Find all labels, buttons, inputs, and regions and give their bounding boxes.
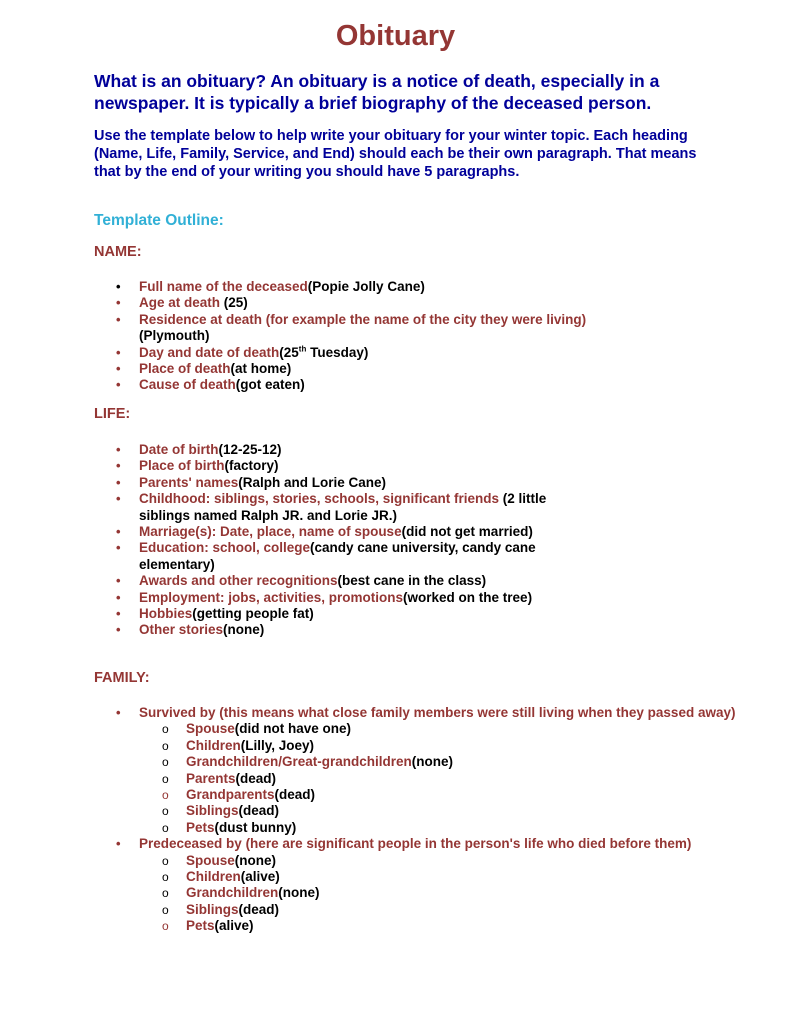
item-value: (dead) [238,803,280,819]
list-item [0,442,620,458]
list-item [0,345,620,361]
circle-bullet-icon: o [162,886,169,901]
list-item [0,377,620,393]
group-label: Predeceased by (here are significant people in the person's life who died before them) [139,836,692,852]
item-label: Day and date of death [139,344,280,360]
list-item [0,491,589,524]
item-value: Tuesday) [306,344,369,360]
list-item [0,622,620,638]
list-item [0,590,620,606]
list-item [0,705,739,836]
item-label: Pets [186,918,215,934]
item-label: Siblings [186,803,239,819]
item-label: Place of death [139,361,231,377]
item-value: (did not get married) [401,524,533,540]
item-label: Grandchildren [186,885,279,901]
name-section-heading: NAME: [94,244,142,260]
item-label: Children [186,737,241,753]
circle-bullet-icon: o [162,738,169,753]
sub-list-item [139,771,739,787]
name-section-list [0,279,620,394]
item-label: Hobbies [139,606,193,622]
list-item [0,573,620,589]
circle-bullet-icon: o [162,902,169,917]
sub-list-item [139,869,739,885]
item-label: Full name of the deceased [139,279,308,294]
item-value: (Plymouth) [139,328,210,344]
bullet-icon: • [116,377,121,393]
circle-bullet-icon: o [162,804,169,819]
bullet-icon: • [116,705,121,720]
sub-list-item [139,820,739,836]
bullet-icon: • [116,442,121,457]
intro-paragraph: What is an obituary? An obituary is a notice of death, especially in a newspaper. It is typically a brief biography of the deceased person. [94,71,660,113]
item-value: (Lilly, Joey) [240,737,315,753]
item-label: Grandchildren/Great-grandchildren [186,754,412,770]
item-value: (alive) [240,869,280,885]
circle-bullet-icon: o [162,853,169,868]
item-value: (worked on the tree) [403,589,533,605]
sub-list-item [139,918,739,934]
item-label: Other stories [139,622,224,638]
circle-bullet-icon: o [162,755,169,770]
bullet-icon: • [116,622,121,638]
list-item [0,606,620,622]
list-item [0,279,620,295]
life-section-list [0,442,620,639]
item-value: (at home) [230,361,292,377]
bullet-icon: • [116,589,121,605]
bullet-icon: • [116,606,121,622]
circle-bullet-icon: o [162,788,169,803]
item-label: Place of birth [139,458,225,474]
family-section-heading: FAMILY: [94,670,150,686]
item-label: Grandparents [186,787,275,803]
sub-list-item [139,738,739,754]
family-section-list [0,705,736,935]
list-item [0,475,620,491]
bullet-icon: • [116,458,121,474]
bullet-icon: • [116,540,121,556]
predeceased-by-list [139,853,739,935]
item-label: Age at death [139,295,221,311]
item-value: (Popie Jolly Cane) [307,279,425,294]
sub-list-item [139,853,739,869]
item-value: (12-25-12) [218,442,282,457]
circle-bullet-icon: o [162,722,169,737]
item-label: Spouse [186,852,235,868]
item-label: Spouse [186,721,235,737]
item-value: (25) [220,295,248,311]
item-value: (best cane in the class) [337,573,487,589]
item-value-superscript: th [298,344,307,354]
item-label: Parents [186,770,236,786]
bullet-icon: • [116,295,121,311]
item-value: (dead) [274,787,316,803]
survived-by-list [139,721,739,836]
instructions-paragraph: Use the template below to help write your obituary for your winter topic. Each heading (Name, Life, Family, Service, and End) should each be their own paragraph. That means that by the end of your writing you should have 5 paragraphs. [94,128,697,180]
sub-list-item [139,787,739,803]
bullet-icon: • [116,491,121,507]
item-value: (25 [279,344,299,360]
item-label: Siblings [186,901,239,917]
item-value: (candy cane university, candy cane elementary) [139,540,536,572]
item-value: (none) [411,754,454,770]
bullet-icon: • [116,524,121,540]
sub-list-item [139,721,739,737]
item-label: Date of birth [139,442,219,457]
sub-list-item [139,754,739,770]
item-value: (got eaten) [235,377,305,393]
item-value: (dead) [235,770,277,786]
list-item [0,524,620,540]
item-value: (none) [278,885,320,901]
item-label: Children [186,869,241,885]
item-value: (dead) [238,901,280,917]
item-label: Marriage(s): Date, place, name of spouse [139,524,402,540]
circle-bullet-icon: o [162,820,169,835]
item-label: Cause of death [139,377,236,393]
bullet-icon: • [116,836,121,852]
item-label: Parents' names [139,474,239,490]
page-title: Obituary [335,20,456,52]
list-item [0,458,620,474]
sub-list-item [139,902,739,918]
bullet-icon: • [116,573,121,589]
circle-bullet-icon: o [162,771,169,786]
item-value: (alive) [214,918,254,934]
item-value: (did not have one) [234,721,352,737]
bullet-icon: • [116,344,121,360]
list-item [0,540,589,573]
item-value: (dust bunny) [214,819,297,835]
circle-bullet-icon: o [162,919,169,934]
item-label: Education: school, college [139,540,311,556]
template-outline-heading: Template Outline: [94,212,224,229]
item-value: (factory) [224,458,279,474]
sub-list-item [139,885,739,901]
item-value: (Ralph and Lorie Cane) [238,474,387,490]
circle-bullet-icon: o [162,870,169,885]
list-item [0,836,739,934]
sub-list-item [139,803,739,819]
list-item [0,361,620,377]
item-value: (2 little siblings named Ralph JR. and Lorie JR.) [139,491,547,523]
item-value: (none) [234,852,277,868]
life-section-heading: LIFE: [94,406,131,422]
list-item [0,295,620,311]
item-label: Childhood: siblings, stories, schools, significant friends [139,491,500,507]
item-label: Employment: jobs, activities, promotions [139,589,404,605]
bullet-icon: • [116,474,121,490]
item-label: Pets [186,819,215,835]
bullet-icon: • [116,311,121,327]
item-value: (getting people fat) [192,606,314,622]
item-label: Residence at death (for example the name of the city they were living) [139,311,587,327]
bullet-icon: • [116,361,121,377]
bullet-icon: • [116,279,121,294]
item-label: Awards and other recognitions [139,573,338,589]
list-item [0,312,620,345]
group-label: Survived by (this means what close family members were still living when they passed away) [139,705,736,720]
item-value: (none) [223,622,265,638]
